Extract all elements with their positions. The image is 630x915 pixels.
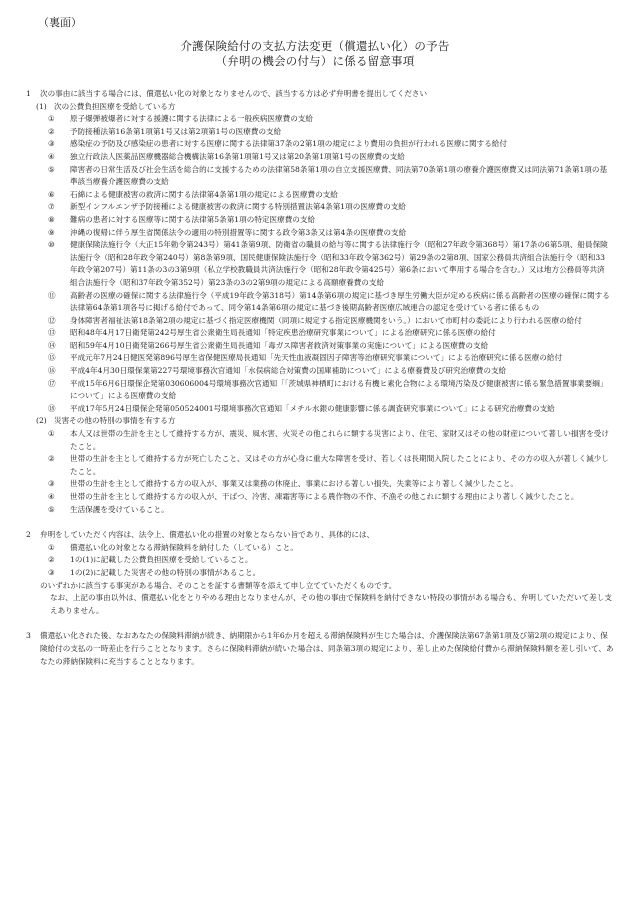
- item-text: 石綿による健康被害の救済に関する法律第4条第1項の規定による医療費の支給: [70, 189, 338, 199]
- list-item: [20, 542, 618, 555]
- item-text: 障害者の日常生活及び社会生活を総合的に支援するための法律第58条第1項の自立支援医療費、同法第70条第1項の療養介護医療費又は同法第71条第1項の基準該当療養介護医療費の支給: [70, 164, 608, 187]
- item-number: ②: [48, 555, 55, 565]
- section-1: [20, 88, 618, 101]
- item-text: 平成元年7月24日健医発第896号厚生省保健医療局長通知「先天性血液凝固因子障害等治療研究事業について」による治療研究に係る医療の給付: [70, 353, 563, 363]
- section-text: 次の事由に該当する場合には、償還払い化の対象となりませんので、該当する方は必ず弁明書を提出してください: [40, 89, 428, 98]
- item-number: ①: [48, 114, 55, 124]
- section-2: [20, 529, 618, 542]
- item-text: 償還払い化の対象となる滞納保険料を納付した（している）こと。: [70, 542, 298, 552]
- section-number: 3: [26, 631, 31, 641]
- item-number: ⑫: [48, 315, 56, 325]
- list-item: [20, 189, 618, 202]
- item-number: ⑯: [48, 366, 56, 376]
- subsection-text: 次の公費負担医療を受給している方: [54, 101, 176, 111]
- section-text: 弁明をしていただく内容は、法令上、償還払い化の措置の対象とならない旨であり、具体的には、: [40, 530, 375, 540]
- list-item: [20, 453, 618, 478]
- item-text: 独立行政法人医薬品医療機器総合機構法第16条第1項第1号又は第20条第1項第1号の医療費の支給: [70, 151, 405, 161]
- item-text: 平成17年5月24日環保企発第050524001号環境事務次官通知「メチル水銀の健康影響に係る調査研究事業について」による研究治療費の支給: [70, 403, 555, 413]
- section-number: 1: [26, 89, 31, 98]
- subsection-text: 災害その他の特別の事情を有する方: [54, 416, 176, 426]
- subsection-number: (2): [36, 416, 47, 426]
- item-number: ⑤: [48, 504, 55, 514]
- subsection-1-1: [20, 101, 618, 114]
- special-circumstances-list: [20, 428, 618, 516]
- item-text: 1の(2)に記載した災害その他の特別の事情があること。: [70, 567, 261, 577]
- document-title: 介護保険給付の支払方法変更（償還払い化）の予告: [180, 39, 450, 53]
- section-2-note-1: のいずれかに該当する事実がある場合、そのことを証する書類等を添えて申し立てていただくものです。: [40, 580, 397, 590]
- document-body: [20, 88, 618, 668]
- item-number: ⑭: [48, 340, 56, 350]
- document-subtitle: （弁明の機会の付与）に係る留意事項: [215, 54, 415, 68]
- item-number: ①: [48, 542, 55, 552]
- item-number: ⑬: [48, 328, 56, 338]
- list-item: [20, 290, 618, 315]
- item-number: ⑧: [48, 214, 55, 224]
- list-item: [20, 315, 618, 328]
- explanation-items-list: [20, 542, 618, 580]
- item-text: 世帯の生計を主として維持する方の収入が、干ばつ、冷害、凍霜害等による農作物の不作、不漁その他これに類する理由により著しく減少したこと。: [70, 492, 579, 501]
- item-text: 難病の患者に対する医療等に関する法律第5条第1項の特定医療費の支給: [70, 214, 316, 224]
- item-text: 感染症の予防及び感染症の患者に対する医療に関する法律第37条の2第1項の規定により費用の負担が行われる医療に関する給付: [70, 139, 507, 149]
- item-text: 原子爆弾被爆者に対する援護に関する法律による一般疾病医療費の支給: [70, 114, 313, 124]
- section-number: 2: [26, 530, 31, 540]
- item-number: ③: [48, 479, 55, 489]
- item-text: 身体障害者福祉法第18条第2項の規定に基づく指定医療機関（同項に規定する指定医療機関をいう。）において市町村の委託により行われる医療の給付: [70, 315, 582, 325]
- list-item: [20, 151, 618, 164]
- list-item: [20, 365, 618, 378]
- item-number: ⑦: [48, 202, 55, 212]
- item-text: 健康保険法施行令（大正15年勅令第243号）第41条第9項、防衛省の職員の給与等に関する法律施行令（昭和27年政令第368号）第17条の6第5項、船員保険法施行令（昭和28年政令第240号）第8条第9項、国民健康保険法施行令（昭和33年政令第362号）第29条の2第8項、国家公務員共済組合法施行令（昭和33年政令第207号）第11条の3の3第9項（私立学校教職員共済法施行令（昭和28年政令第425号）第6条において準用する場合を含む。）又は地方公務員等共済組合法施行令（昭和37年政令第352号）第23条の3の2第9項の規定による高額療養費の支給: [70, 240, 608, 287]
- list-item: [20, 378, 618, 403]
- item-text: 予防接種法第16条第1項第1号又は第2項第1号の医療費の支給: [70, 126, 282, 136]
- section-3: [20, 630, 618, 668]
- list-item: [20, 478, 618, 491]
- item-number: ①: [48, 429, 55, 439]
- section-2-note-2: なお、上記の事由以外は、償還払い化をとりやめる理由となりませんが、その他の事由で保険料を納付できない特段の事情がある場合も、弁明していただいて差し支えありません。: [50, 593, 612, 615]
- list-item: [20, 340, 618, 353]
- item-text: 平成4年4月30日環保業第227号環境事務次官通知「水俣病総合対策費の国庫補助について」による療養費及び研究治療費の支給: [70, 366, 507, 376]
- list-item: [20, 126, 618, 139]
- public-medical-list: [20, 113, 618, 415]
- item-number: ⑨: [48, 227, 55, 237]
- list-item: [20, 491, 618, 504]
- item-text: 沖縄の復帰に伴う厚生省関係法令の適用の特別措置等に関する政令第3条又は第4条の医療費の支給: [70, 227, 407, 237]
- item-number: ③: [48, 567, 55, 577]
- item-number: ⑪: [48, 290, 56, 300]
- list-item: [20, 327, 618, 340]
- item-text: 本人又は世帯の生計を主として維持する方が、震災、風水害、火災その他これらに類する災害により、住宅、家財又はその他の財産について著しい損害を受けたこと。: [70, 429, 609, 451]
- item-text: 昭和59年4月10日衛発第266号厚生省公衆衛生局長通知「毒ガス障害者救済対策事業の実施について」による医療費の支給: [70, 340, 489, 350]
- item-number: ②: [48, 454, 55, 464]
- item-text: 1の(1)に記載した公費負担医療を受給していること。: [70, 555, 253, 565]
- list-item: [20, 113, 618, 126]
- item-number: ②: [48, 126, 55, 136]
- list-item: [20, 138, 618, 151]
- list-item: [20, 164, 618, 189]
- item-text: 平成15年6月6日環保企発第030606004号環境事務次官通知「「茨城県神栖町における有機ヒ素化合物による環境汚染及び健康被害に係る緊急措置事業要綱」について」による医療費の支給: [70, 378, 608, 401]
- section-text: 償還払い化された後、なおあなたの保険料滞納が続き、納期限から1年6か月を超える滞納保険料が生じた場合は、介護保険法第67条第1項及び第2項の規定により、保険給付の支払の一時差止を行うこととなります。さらに保険料滞納が続いた場合は、同条第3項の規定により、差し止めた保険給付費から滞納保険料額を差し引いて、あなたの滞納保険料に充当することとなります。: [40, 631, 614, 666]
- item-number: ⑮: [48, 353, 56, 363]
- list-item: [20, 428, 618, 453]
- section-spacer: [20, 516, 618, 529]
- item-number: ⑤: [48, 164, 55, 174]
- item-text: 生活保護を受けていること。: [70, 504, 169, 514]
- item-number: ④: [48, 492, 55, 501]
- subsection-1-2: [20, 415, 618, 428]
- list-item: [20, 352, 618, 365]
- list-item: [20, 403, 618, 416]
- item-number: ⑥: [48, 189, 55, 199]
- list-item: [20, 214, 618, 227]
- back-side-label: （裏面）: [38, 16, 82, 29]
- item-number: ③: [48, 139, 55, 149]
- list-item: [20, 554, 618, 567]
- item-text: 高齢者の医療の確保に関する法律施行令（平成19年政令第318号）第14条第6項の規定に基づき厚生労働大臣が定める疾病に係る高齢者の医療の確保に関する法律第64条第1項各号に掲げる給付であって、同令第14条第6項の規定に基づき後期高齢者医療広域連合の認定を受けている者に係るもの: [70, 290, 610, 313]
- item-text: 世帯の生計を主として維持する方の収入が、事業又は業務の休廃止、事業における著しい損失、失業等により著しく減少したこと。: [70, 479, 519, 489]
- item-number: ⑱: [48, 403, 56, 413]
- item-text: 昭和48年4月17日衛発第242号厚生省公衆衛生局長通知「特定疾患治療研究事業について」による治療研究に係る医療の給付: [70, 328, 496, 338]
- item-number: ④: [48, 151, 55, 161]
- list-item: [20, 504, 618, 517]
- item-number: ⑩: [48, 240, 55, 250]
- section-spacer: [20, 617, 618, 630]
- list-item: [20, 201, 618, 214]
- item-text: 世帯の生計を主として維持する方が死亡したこと、又はその方が心身に重大な障害を受け、若しくは長期間入院したことにより、その方の収入が著しく減少したこと。: [70, 454, 609, 476]
- subsection-number: (1): [36, 101, 47, 111]
- list-item: [20, 567, 618, 580]
- item-number: ⑰: [48, 378, 56, 388]
- list-item: [20, 227, 618, 240]
- item-text: 新型インフルエンザ予防接種による健康被害の救済に関する特別措置法第4条第1項の医療費の支給: [70, 202, 406, 212]
- list-item: [20, 239, 618, 289]
